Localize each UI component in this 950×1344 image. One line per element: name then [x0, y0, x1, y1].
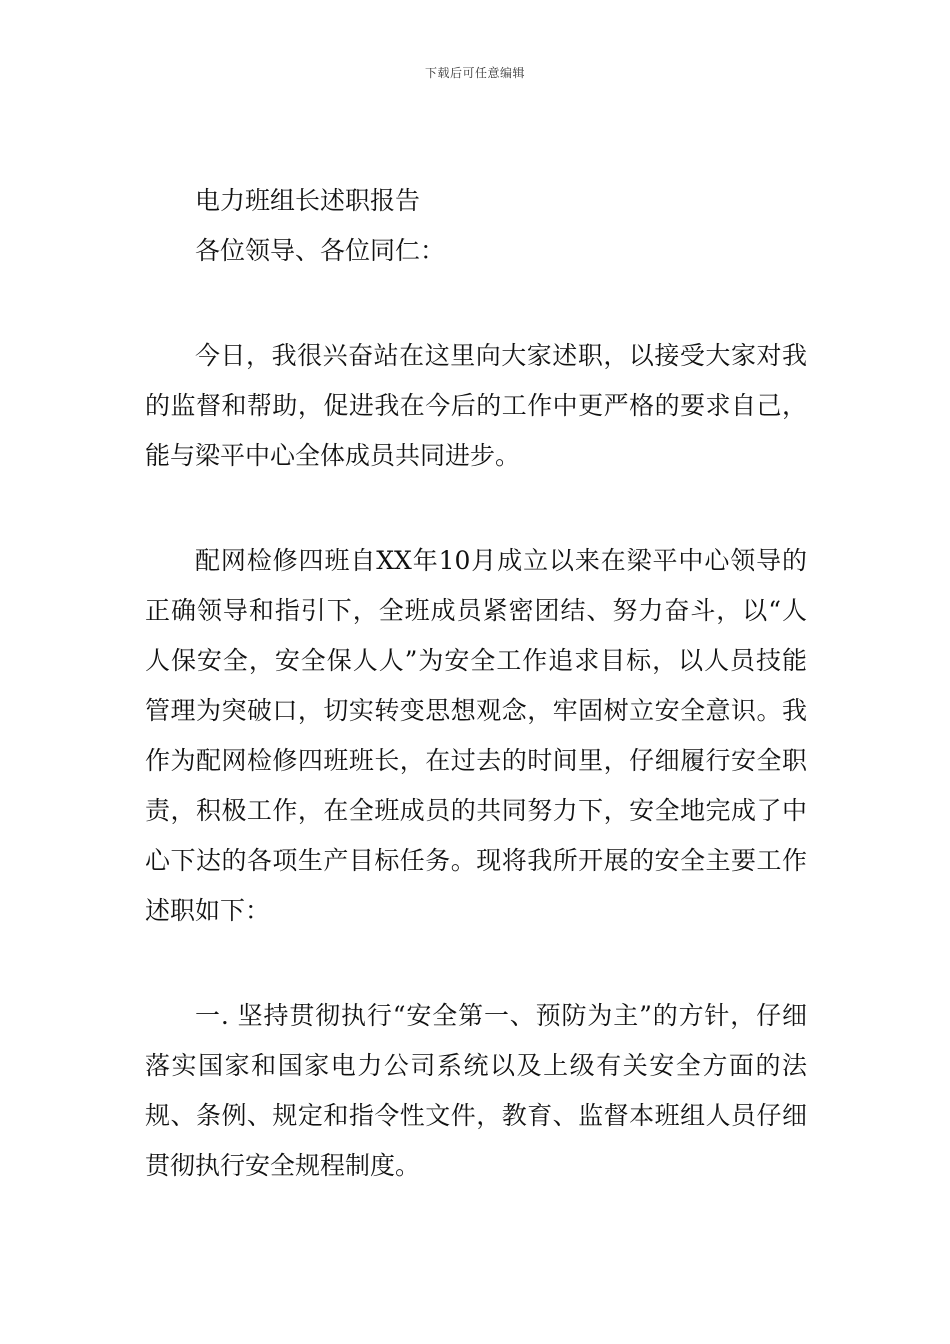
document-body [145, 176, 807, 1191]
paragraph-gap [145, 481, 807, 536]
paragraph-3: 一. 坚持贯彻执行“安全第一、预防为主”的方针，仔细落实国家和国家电力公司系统以及上级有关安全方面的法规、条例、规定和指令性文件，教育、监督本班组人员仔细贯彻执行安全规程制度。 [145, 1001, 807, 1180]
document-title: 电力班组长述职报告 [195, 186, 421, 215]
paragraph-gap [145, 276, 807, 331]
paragraph-gap [145, 936, 807, 991]
paragraph-1: 今日，我很兴奋站在这里向大家述职，以接受大家对我的监督和帮助，促进我在今后的工作中更严格的要求自己，能与梁平中心全体成员共同进步。 [145, 341, 807, 470]
page-header-note: 下载后可任意编辑 [424, 66, 525, 80]
paragraph-2: 配网检修四班自XX年10月成立以来在梁平中心领导的正确领导和指引下，全班成员紧密团结、努力奋斗，以“人人保安全，安全保人人”为安全工作追求目标，以人员技能管理为突破口，切实转变思想观念，牢固树立安全意识。我作为配网检修四班班长，在过去的时间里，仔细履行安全职责，积极工作，在全班成员的共同努力下，安全地完成了中心下达的各项生产目标任务。现将我所开展的安全主要工作述职如下： [145, 546, 807, 925]
salutation: 各位领导、各位同仁： [195, 236, 446, 265]
